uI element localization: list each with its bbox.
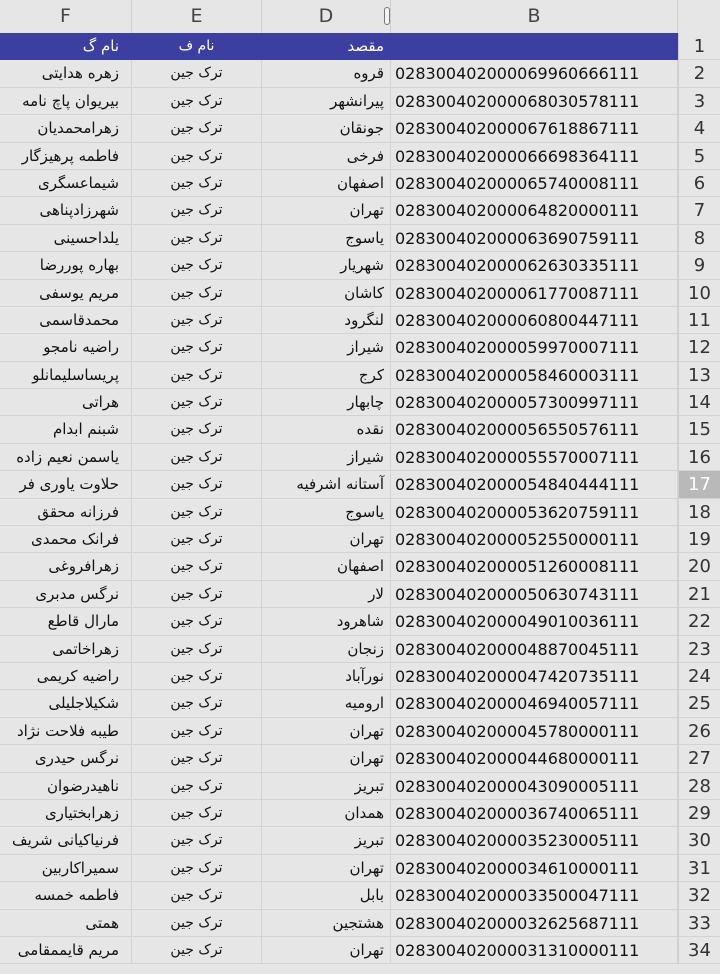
cell-account-number[interactable]: 028300402000047420735111	[391, 663, 678, 690]
row-number[interactable]: 23	[678, 636, 720, 663]
cell-account-number[interactable]: 028300402000065740008111	[391, 170, 678, 197]
row-number[interactable]: 11	[678, 307, 720, 334]
table-row	[0, 882, 720, 909]
cell-account-number[interactable]: 028300402000062630335111	[391, 252, 678, 279]
cell-destination[interactable]: تبریز	[262, 827, 391, 854]
cell-last-name[interactable]: فرنیاکیانی شریف	[0, 827, 132, 854]
cell-first-name[interactable]: ترک جین	[132, 937, 262, 964]
cell-first-name[interactable]: ترک جین	[132, 526, 262, 553]
cell-last-name[interactable]: بیریوان پاچ نامه	[0, 88, 132, 115]
cell-last-name[interactable]: زهرافروغی	[0, 553, 132, 580]
cell-first-name[interactable]: ترک جین	[132, 636, 262, 663]
cell-last-name[interactable]: حلاوت یاوری فر	[0, 471, 132, 498]
cell-first-name[interactable]: ترک جین	[132, 444, 262, 471]
cell-destination[interactable]: تبریز	[262, 773, 391, 800]
table-row	[0, 690, 720, 717]
cell-first-name[interactable]: ترک جین	[132, 225, 262, 252]
cell-last-name[interactable]: ناهیدرضوان	[0, 773, 132, 800]
header-cell-last-name[interactable]: نام گ	[0, 33, 132, 60]
row-number[interactable]: 19	[678, 526, 720, 553]
cell-destination[interactable]: ارومیه	[262, 690, 391, 717]
row-number[interactable]: 3	[678, 88, 720, 115]
cell-first-name[interactable]: ترک جین	[132, 499, 262, 526]
cell-first-name[interactable]: ترک جین	[132, 88, 262, 115]
cell-destination[interactable]: قروه	[262, 60, 391, 87]
row-number[interactable]: 28	[678, 773, 720, 800]
cell-destination[interactable]: شیراز	[262, 444, 391, 471]
cell-account-number[interactable]: 028300402000036740065111	[391, 800, 678, 827]
header-cell-b[interactable]	[391, 33, 678, 60]
cell-destination[interactable]: تهران	[262, 718, 391, 745]
row-number[interactable]: 22	[678, 608, 720, 635]
row-number[interactable]: 30	[678, 827, 720, 854]
table-row	[0, 170, 720, 197]
cell-first-name[interactable]: ترک جین	[132, 745, 262, 772]
cell-account-number[interactable]: 028300402000055570007111	[391, 444, 678, 471]
cell-first-name[interactable]: ترک جین	[132, 143, 262, 170]
table-row	[0, 910, 720, 937]
row-number[interactable]: 7	[678, 197, 720, 224]
cell-first-name[interactable]: ترک جین	[132, 416, 262, 443]
cell-destination[interactable]: جونقان	[262, 115, 391, 142]
cell-account-number[interactable]: 028300402000033500047111	[391, 882, 678, 909]
cell-first-name[interactable]: ترک جین	[132, 855, 262, 882]
cell-last-name[interactable]: محمدقاسمی	[0, 307, 132, 334]
row-number[interactable]: 1	[678, 33, 720, 60]
column-header-bar	[0, 0, 720, 33]
cell-destination[interactable]: تهران	[262, 937, 391, 964]
cell-destination[interactable]: هشتجین	[262, 910, 391, 937]
row-number[interactable]: 32	[678, 882, 720, 909]
row-number[interactable]: 9	[678, 252, 720, 279]
cell-account-number[interactable]: 028300402000059970007111	[391, 334, 678, 361]
cell-account-number[interactable]: 028300402000045780000111	[391, 718, 678, 745]
row-number[interactable]: 24	[678, 663, 720, 690]
cell-last-name[interactable]: نرگس حیدری	[0, 745, 132, 772]
cell-first-name[interactable]: ترک جین	[132, 910, 262, 937]
row-number[interactable]: 5	[678, 143, 720, 170]
cell-last-name[interactable]: بهاره پوررضا	[0, 252, 132, 279]
cell-last-name[interactable]: راضیه کریمی	[0, 663, 132, 690]
cell-account-number[interactable]: 028300402000048870045111	[391, 636, 678, 663]
row-number[interactable]: 18	[678, 499, 720, 526]
table-row	[0, 773, 720, 800]
cell-destination[interactable]: فرخی	[262, 143, 391, 170]
cell-destination[interactable]: نقده	[262, 416, 391, 443]
cell-last-name[interactable]: فاطمه خمسه	[0, 882, 132, 909]
cell-first-name[interactable]: ترک جین	[132, 389, 262, 416]
table-row	[0, 937, 720, 964]
cell-first-name[interactable]: ترک جین	[132, 115, 262, 142]
column-header-f[interactable]: F	[0, 0, 132, 33]
cell-destination[interactable]: شیراز	[262, 334, 391, 361]
cell-first-name[interactable]: ترک جین	[132, 882, 262, 909]
row-number[interactable]: 13	[678, 362, 720, 389]
column-resize-handle[interactable]	[384, 7, 390, 25]
cell-first-name[interactable]: ترک جین	[132, 170, 262, 197]
cell-account-number[interactable]: 028300402000058460003111	[391, 362, 678, 389]
header-cell-destination[interactable]: مقصد	[262, 33, 391, 60]
cell-account-number[interactable]: 028300402000051260008111	[391, 553, 678, 580]
cell-last-name[interactable]: شیماعسگری	[0, 170, 132, 197]
cell-first-name[interactable]: ترک جین	[132, 471, 262, 498]
table-row	[0, 608, 720, 635]
cell-destination[interactable]: تهران	[262, 855, 391, 882]
cell-last-name[interactable]: یاسمن نعیم زاده	[0, 444, 132, 471]
table-row	[0, 362, 720, 389]
row-number[interactable]: 21	[678, 581, 720, 608]
row-number[interactable]: 26	[678, 718, 720, 745]
cell-account-number[interactable]: 028300402000066698364111	[391, 143, 678, 170]
cell-account-number[interactable]: 028300402000043090005111	[391, 773, 678, 800]
cell-first-name[interactable]: ترک جین	[132, 553, 262, 580]
table-row	[0, 444, 720, 471]
table-row	[0, 115, 720, 142]
header-cell-first-name[interactable]: نام ف	[132, 33, 262, 60]
cell-destination[interactable]: نورآباد	[262, 663, 391, 690]
cell-account-number[interactable]: 028300402000049010036111	[391, 608, 678, 635]
row-number[interactable]: 31	[678, 855, 720, 882]
table-row	[0, 499, 720, 526]
column-header-d[interactable]	[262, 0, 391, 33]
cell-last-name[interactable]: زهره هدایتی	[0, 60, 132, 87]
row-number[interactable]: 25	[678, 690, 720, 717]
table-row	[0, 553, 720, 580]
cell-last-name[interactable]: پریساسلیمانلو	[0, 362, 132, 389]
cell-destination[interactable]: یاسوج	[262, 225, 391, 252]
table-row	[0, 663, 720, 690]
row-number[interactable]: 2	[678, 60, 720, 87]
cell-first-name[interactable]: ترک جین	[132, 197, 262, 224]
table-row	[0, 636, 720, 663]
cell-first-name[interactable]: ترک جین	[132, 280, 262, 307]
cell-account-number[interactable]: 028300402000060800447111	[391, 307, 678, 334]
cell-destination[interactable]: اصفهان	[262, 170, 391, 197]
header-corner[interactable]	[678, 0, 720, 33]
cell-last-name[interactable]: شکیلاجلیلی	[0, 690, 132, 717]
cell-destination[interactable]: لار	[262, 581, 391, 608]
cell-destination[interactable]: پیرانشهر	[262, 88, 391, 115]
column-header-d-label: D	[318, 5, 334, 27]
cell-account-number[interactable]: 028300402000068030578111	[391, 88, 678, 115]
cell-first-name[interactable]: ترک جین	[132, 608, 262, 635]
cell-first-name[interactable]: ترک جین	[132, 690, 262, 717]
row-number[interactable]: 8	[678, 225, 720, 252]
cell-last-name[interactable]: طیبه فلاحت نژاد	[0, 718, 132, 745]
row-number[interactable]: 10	[678, 280, 720, 307]
cell-first-name[interactable]: ترک جین	[132, 773, 262, 800]
row-number[interactable]: 6	[678, 170, 720, 197]
cell-destination[interactable]: تهران	[262, 197, 391, 224]
cell-last-name[interactable]: هراتی	[0, 389, 132, 416]
cell-last-name[interactable]: همتی	[0, 910, 132, 937]
cell-destination[interactable]: لنگرود	[262, 307, 391, 334]
table-row	[0, 280, 720, 307]
cell-last-name[interactable]: زهرابختیاری	[0, 800, 132, 827]
row-number[interactable]: 34	[678, 937, 720, 964]
cell-last-name[interactable]: فرانک محمدی	[0, 526, 132, 553]
cell-account-number[interactable]: 028300402000053620759111	[391, 499, 678, 526]
cell-destination[interactable]: آستانه اشرفیه	[262, 471, 391, 498]
cell-destination[interactable]: همدان	[262, 800, 391, 827]
cell-last-name[interactable]: فاطمه پرهیزگار	[0, 143, 132, 170]
table-row	[0, 225, 720, 252]
row-number[interactable]: 20	[678, 553, 720, 580]
cell-last-name[interactable]: یلداحسینی	[0, 225, 132, 252]
cell-last-name[interactable]: شبنم ابدام	[0, 416, 132, 443]
cell-last-name[interactable]: راضیه نامجو	[0, 334, 132, 361]
cell-account-number[interactable]: 028300402000044680000111	[391, 745, 678, 772]
cell-last-name[interactable]: مریم قایممقامی	[0, 937, 132, 964]
cell-first-name[interactable]: ترک جین	[132, 718, 262, 745]
cell-last-name[interactable]: زهراخاتمی	[0, 636, 132, 663]
table-row	[0, 471, 720, 498]
cell-destination[interactable]: زنجان	[262, 636, 391, 663]
table-row	[0, 526, 720, 553]
cell-account-number[interactable]: 028300402000050630743111	[391, 581, 678, 608]
cell-account-number[interactable]: 028300402000046940057111	[391, 690, 678, 717]
cell-first-name[interactable]: ترک جین	[132, 307, 262, 334]
table-header-row	[0, 33, 720, 60]
table-row	[0, 197, 720, 224]
table-row	[0, 581, 720, 608]
cell-first-name[interactable]: ترک جین	[132, 663, 262, 690]
cell-destination[interactable]: یاسوج	[262, 499, 391, 526]
row-number[interactable]: 29	[678, 800, 720, 827]
cell-destination[interactable]: تهران	[262, 745, 391, 772]
row-number[interactable]: 14	[678, 389, 720, 416]
cell-account-number[interactable]: 028300402000057300997111	[391, 389, 678, 416]
cell-last-name[interactable]: مارال قاطع	[0, 608, 132, 635]
cell-first-name[interactable]: ترک جین	[132, 252, 262, 279]
cell-account-number[interactable]: 028300402000069960666111	[391, 60, 678, 87]
row-number[interactable]: 4	[678, 115, 720, 142]
cell-first-name[interactable]: ترک جین	[132, 800, 262, 827]
cell-last-name[interactable]: سمیراکاربین	[0, 855, 132, 882]
cell-destination[interactable]: بابل	[262, 882, 391, 909]
cell-account-number[interactable]: 028300402000064820000111	[391, 197, 678, 224]
cell-account-number[interactable]: 028300402000054840444111	[391, 471, 678, 498]
cell-first-name[interactable]: ترک جین	[132, 60, 262, 87]
cell-account-number[interactable]: 028300402000031310000111	[391, 937, 678, 964]
row-number[interactable]: 15	[678, 416, 720, 443]
row-number[interactable]: 27	[678, 745, 720, 772]
cell-first-name[interactable]: ترک جین	[132, 362, 262, 389]
table-row	[0, 800, 720, 827]
cell-first-name[interactable]: ترک جین	[132, 827, 262, 854]
cell-destination[interactable]: تهران	[262, 526, 391, 553]
cell-destination[interactable]: شهریار	[262, 252, 391, 279]
cell-destination[interactable]: کاشان	[262, 280, 391, 307]
table-row	[0, 855, 720, 882]
row-number[interactable]: 17	[678, 471, 720, 498]
table-row	[0, 718, 720, 745]
column-header-b[interactable]: B	[391, 0, 678, 33]
cell-account-number[interactable]: 028300402000034610000111	[391, 855, 678, 882]
cell-destination[interactable]: چابهار	[262, 389, 391, 416]
grid-body	[0, 33, 720, 964]
table-row	[0, 143, 720, 170]
cell-account-number[interactable]: 028300402000056550576111	[391, 416, 678, 443]
cell-last-name[interactable]: شهرزادپناهی	[0, 197, 132, 224]
cell-last-name[interactable]: مریم یوسفی	[0, 280, 132, 307]
cell-account-number[interactable]: 028300402000035230005111	[391, 827, 678, 854]
row-number[interactable]: 16	[678, 444, 720, 471]
table-row	[0, 827, 720, 854]
table-row	[0, 307, 720, 334]
cell-account-number[interactable]: 028300402000032625687111	[391, 910, 678, 937]
cell-account-number[interactable]: 028300402000067618867111	[391, 115, 678, 142]
table-row	[0, 334, 720, 361]
table-row	[0, 745, 720, 772]
table-row	[0, 389, 720, 416]
cell-last-name[interactable]: فرزانه محقق	[0, 499, 132, 526]
row-number[interactable]: 33	[678, 910, 720, 937]
table-row	[0, 60, 720, 87]
table-row	[0, 252, 720, 279]
table-row	[0, 416, 720, 443]
cell-destination[interactable]: شاهرود	[262, 608, 391, 635]
cell-account-number[interactable]: 028300402000063690759111	[391, 225, 678, 252]
cell-account-number[interactable]: 028300402000061770087111	[391, 280, 678, 307]
cell-destination[interactable]: کرج	[262, 362, 391, 389]
cell-destination[interactable]: اصفهان	[262, 553, 391, 580]
cell-first-name[interactable]: ترک جین	[132, 334, 262, 361]
column-header-e[interactable]: E	[132, 0, 262, 33]
table-row	[0, 88, 720, 115]
cell-account-number[interactable]: 028300402000052550000111	[391, 526, 678, 553]
cell-first-name[interactable]: ترک جین	[132, 581, 262, 608]
cell-last-name[interactable]: زهرامحمدیان	[0, 115, 132, 142]
cell-last-name[interactable]: نرگس مدبری	[0, 581, 132, 608]
row-number[interactable]: 12	[678, 334, 720, 361]
